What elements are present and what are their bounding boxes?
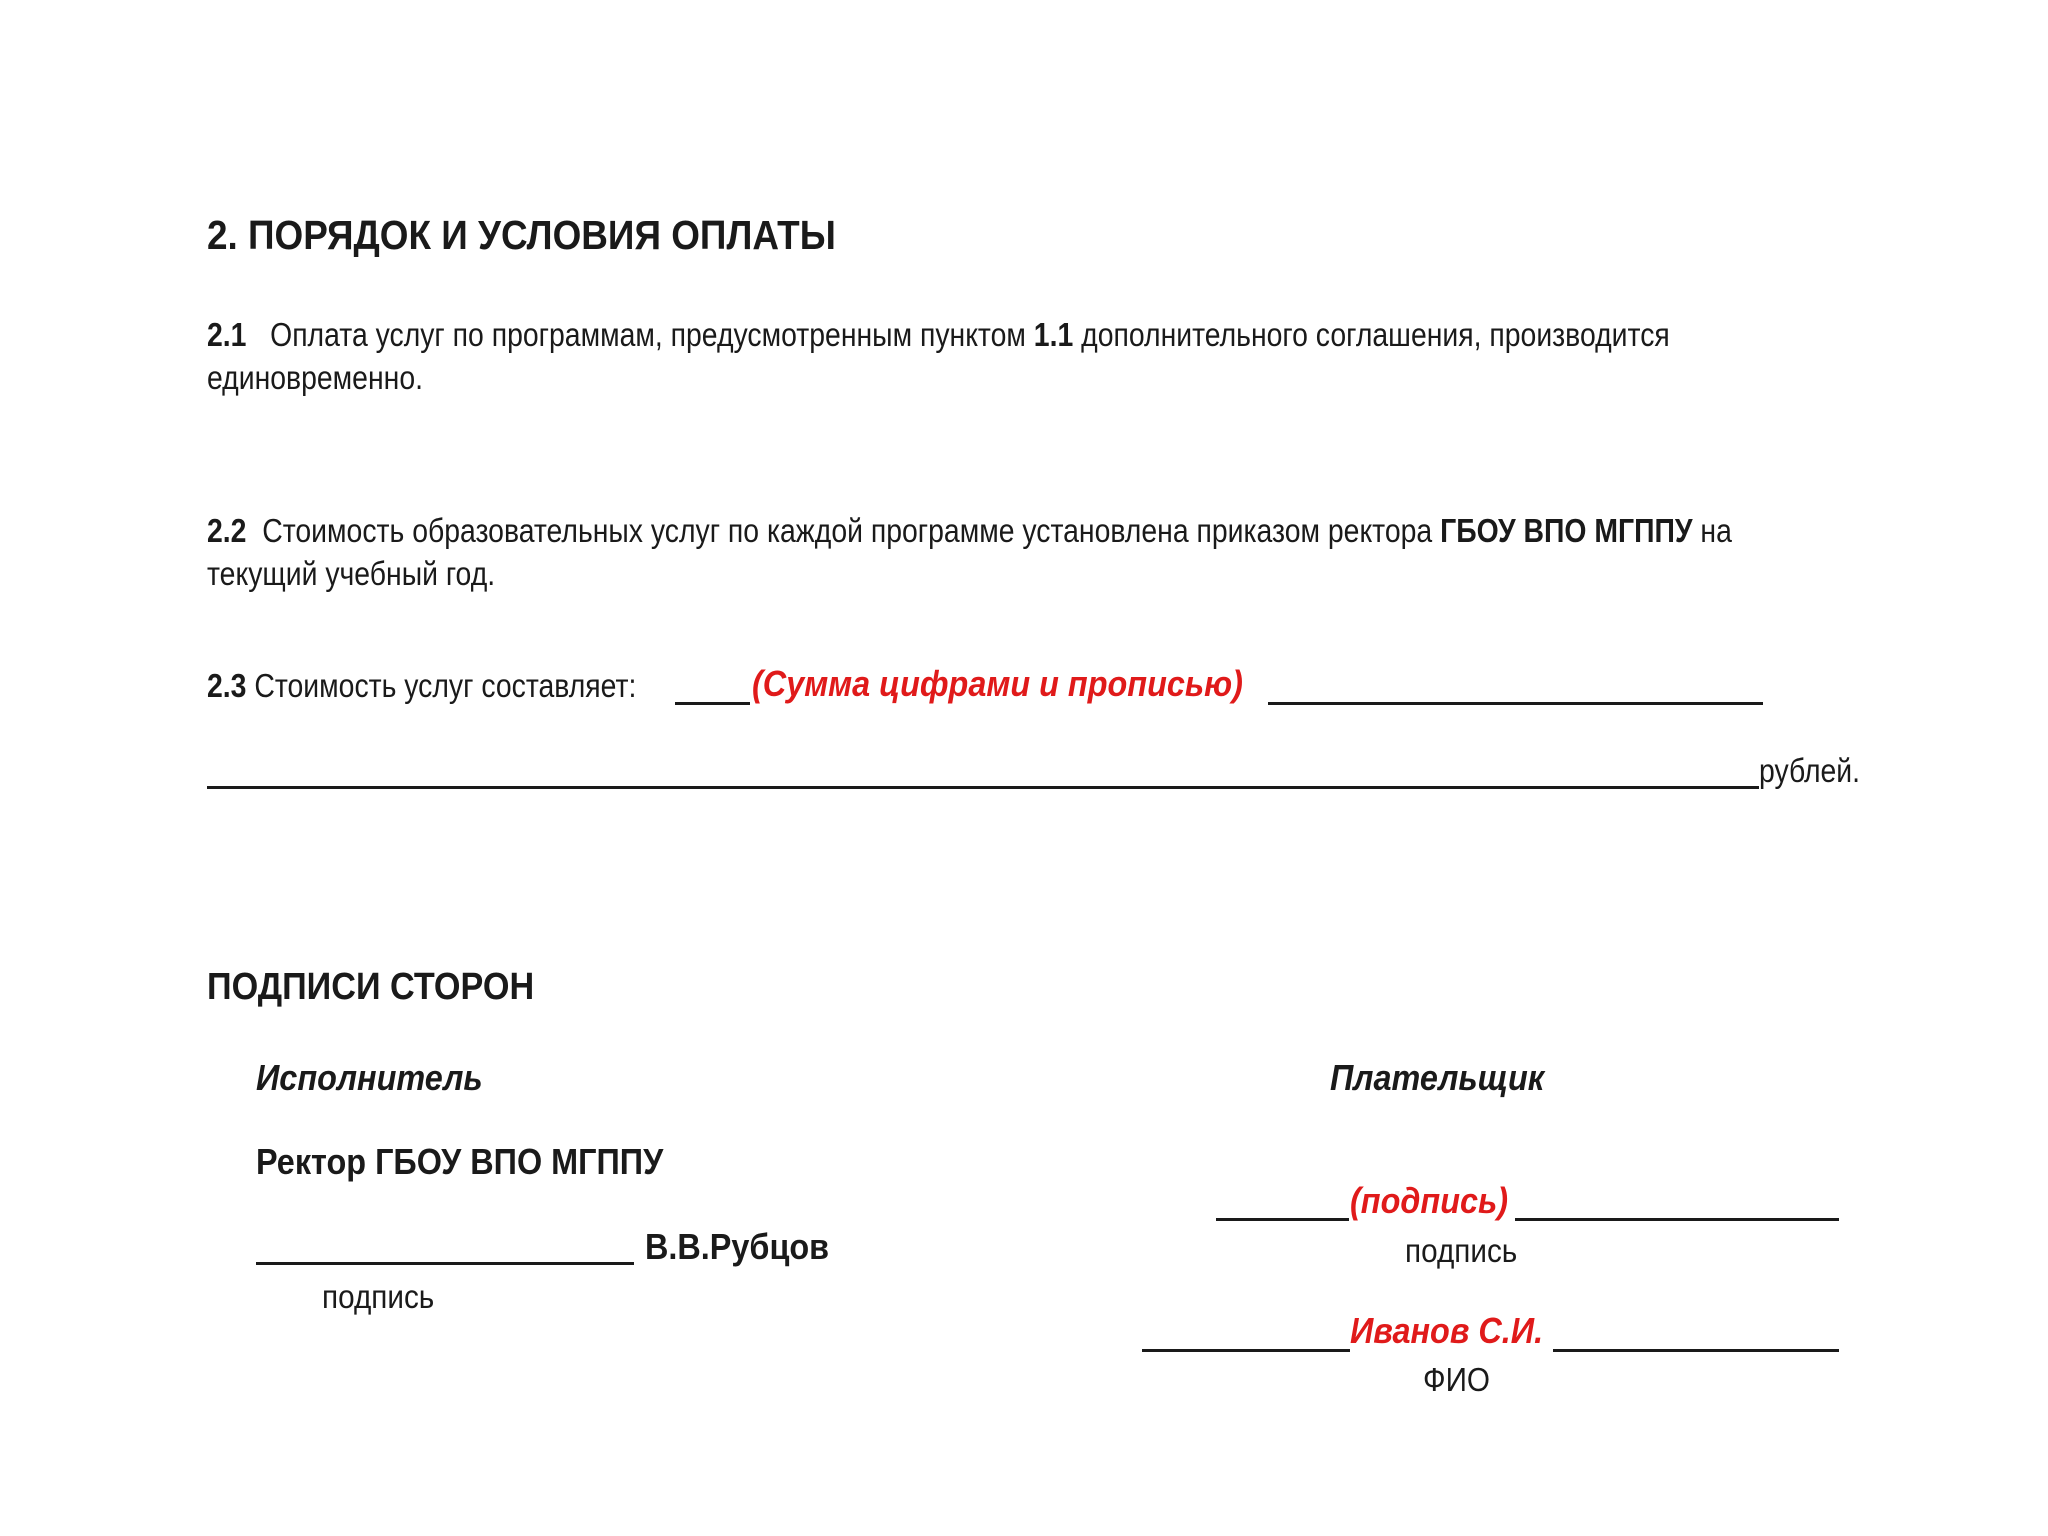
signatures-heading: ПОДПИСИ СТОРОН bbox=[207, 966, 535, 1008]
clause-2-3-number: 2.3 bbox=[207, 667, 247, 704]
currency-label: рублей. bbox=[1759, 752, 1861, 789]
clause-2-1-line-1 bbox=[207, 313, 1670, 356]
clause-2-2-number: 2.2 bbox=[207, 512, 247, 549]
amount-blank-line-suffix bbox=[1268, 702, 1763, 705]
amount-blank-line-prefix bbox=[675, 702, 750, 705]
payer-name-line-left bbox=[1142, 1349, 1350, 1352]
clause-2-1-line-2: единовременно. bbox=[207, 359, 423, 396]
payer-signature-line-left bbox=[1216, 1218, 1349, 1221]
payer-signature-caption: подпись bbox=[1405, 1232, 1518, 1269]
executor-signature-caption: подпись bbox=[322, 1278, 435, 1315]
clause-2-3-text: Стоимость услуг составляет: bbox=[254, 667, 637, 704]
clause-2-1-text-before: Оплата услуг по программам, предусмотренным пунктом bbox=[270, 316, 1034, 353]
executor-title: Исполнитель bbox=[256, 1057, 483, 1098]
clause-2-1-text-after: дополнительного соглашения, производится bbox=[1073, 316, 1670, 353]
clause-2-2-line-1 bbox=[207, 509, 1732, 552]
clause-2-2-text-before: Стоимость образовательных услуг по каждой программе установлена приказом ректора bbox=[262, 512, 1441, 549]
clause-2-2-line-2: текущий учебный год. bbox=[207, 555, 496, 592]
amount-words-blank-line[interactable] bbox=[207, 786, 1759, 789]
clause-2-1-ref: 1.1 bbox=[1033, 316, 1074, 353]
clause-2-3-line-1 bbox=[207, 664, 636, 707]
executor-name: В.В.Рубцов bbox=[645, 1226, 830, 1267]
clause-2-2-text-after: на bbox=[1692, 512, 1732, 549]
payer-signature-placeholder[interactable]: (подпись) bbox=[1350, 1180, 1509, 1221]
payer-signature-line-right bbox=[1515, 1218, 1839, 1221]
clause-2-2-org: ГБОУ ВПО МГППУ bbox=[1440, 512, 1693, 549]
amount-placeholder[interactable]: (Сумма цифрами и прописью) bbox=[752, 663, 1243, 704]
payer-name-placeholder[interactable]: Иванов С.И. bbox=[1350, 1310, 1544, 1351]
executor-signature-line[interactable] bbox=[256, 1262, 634, 1265]
section-heading: 2. ПОРЯДОК И УСЛОВИЯ ОПЛАТЫ bbox=[207, 212, 836, 258]
clause-2-1-number: 2.1 bbox=[207, 316, 247, 353]
payer-name-line-right bbox=[1553, 1349, 1839, 1352]
payer-name-caption: ФИО bbox=[1423, 1361, 1491, 1398]
executor-position: Ректор ГБОУ ВПО МГППУ bbox=[256, 1141, 664, 1182]
payer-title: Плательщик bbox=[1330, 1057, 1545, 1098]
